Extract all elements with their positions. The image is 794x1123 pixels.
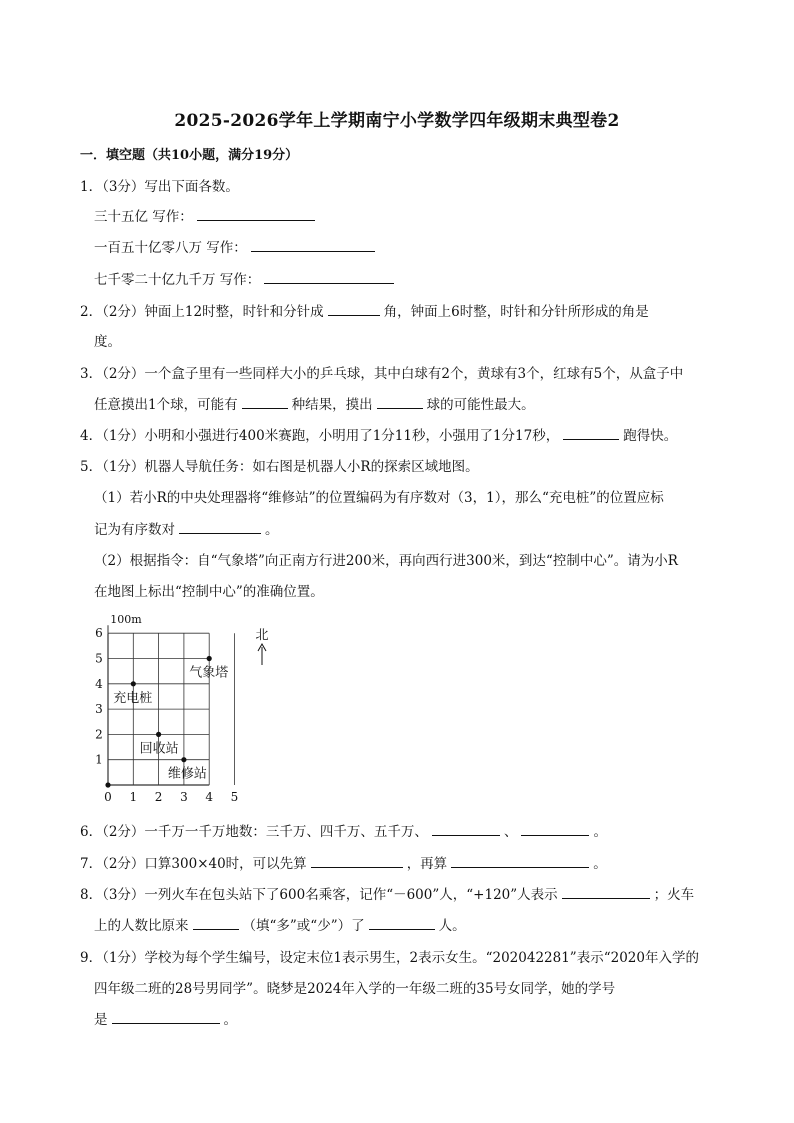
q2-line-2: 度。 (94, 334, 121, 350)
q2-text-a: 2．（2分）钟面上12时整，时针和分针成 (80, 304, 324, 320)
q1-item-2-text: 一百五十亿零八万 写作： (94, 240, 247, 256)
q4-text-a: 4．（1分）小明和小强进行400米赛跑，小明用了1分11秒，小强用了1分17秒， (80, 428, 560, 444)
navigation-map (88, 615, 288, 815)
q9-line-2: 四年级二班的28号男同学”。晓梦是2024年入学的一年级二班的35号女同学，她的学号 (94, 981, 616, 997)
section-heading: 一．填空题（共10小题，满分19分） (80, 148, 299, 163)
q8-text-b: ；火车 (653, 887, 695, 903)
q8-text-d: （填“多”或“少”）了 (242, 918, 365, 934)
x-tick-label: 4 (205, 790, 214, 804)
q5-sub2-line-1: （2）根据指令：自“气象塔”向正南方行进200米，再向西行进300米，到达“控制中心”。请为小R (94, 553, 678, 569)
q5-stem: 5．（1分）机器人导航任务：如右图是机器人小R的探索区域地图。 (80, 459, 479, 475)
map-point (131, 681, 136, 686)
x-tick-label: 0 (104, 790, 112, 804)
q7-line-1 (80, 852, 607, 872)
scale-label: 100m (110, 615, 142, 627)
answer-blank[interactable] (563, 425, 619, 440)
x-tick-label: 3 (180, 790, 188, 804)
q9-text-a: 是 (94, 1012, 108, 1028)
map-point-label: 充电桩 (113, 690, 153, 706)
answer-blank[interactable] (197, 206, 315, 221)
answer-blank[interactable] (311, 853, 403, 868)
q8-text-e: 人。 (438, 918, 466, 934)
q9-line-3 (94, 1008, 237, 1028)
q3-line-1: 3．（2分）一个盒子里有一些同样大小的乒乓球，其中白球有2个，黄球有3个，红球有5个，从盒子中 (80, 366, 684, 382)
q3-text-b: 种结果，摸出 (291, 397, 373, 413)
q1-item-1 (94, 205, 319, 225)
answer-blank[interactable] (451, 853, 589, 868)
map-point (207, 656, 212, 661)
answer-blank[interactable] (264, 269, 394, 284)
answer-blank[interactable] (112, 1009, 220, 1024)
answer-blank[interactable] (242, 394, 288, 409)
answer-blank[interactable] (562, 884, 650, 899)
q6-separator: 、 (503, 824, 518, 840)
q1-stem: 1．（3分）写出下面各数。 (80, 179, 239, 195)
map-svg (88, 615, 288, 815)
answer-blank[interactable] (432, 821, 500, 836)
q7-text-a: 7．（2分）口算300×40时，可以先算 (80, 856, 307, 872)
answer-blank[interactable] (251, 237, 375, 252)
q8-line-1 (80, 883, 694, 903)
q2-text-b: 角，钟面上6时整，时针和分针所形成的角是 (383, 304, 649, 320)
q5-sub1-text-b: 。 (265, 522, 279, 538)
q6-line-1 (80, 820, 607, 840)
north-label: 北 (255, 628, 269, 643)
q5-sub2-line-2: 在地图上标出“控制中心”的准确位置。 (94, 584, 324, 600)
map-point-label: 气象塔 (189, 665, 229, 681)
y-tick-label: 1 (95, 752, 103, 767)
q5-sub1-text-a: 记为有序数对 (94, 522, 175, 538)
y-tick-label: 3 (95, 702, 103, 717)
q3-text-c: 球的可能性最大。 (426, 397, 535, 413)
q7-text-b: ，再算 (406, 856, 448, 872)
q7-end: 。 (593, 856, 607, 872)
q9-end: 。 (223, 1012, 237, 1028)
q2-line-1 (80, 300, 649, 320)
y-tick-label: 5 (95, 651, 103, 666)
answer-blank[interactable] (193, 915, 239, 930)
page-title: 2025-2026学年上学期南宁小学数学四年级期末典型卷2 (174, 111, 620, 131)
q8-text-c: 上的人数比原来 (94, 918, 189, 934)
q3-line-2 (94, 393, 535, 413)
answer-blank[interactable] (328, 301, 380, 316)
map-point-label: 回收站 (139, 741, 179, 757)
x-tick-label: 1 (129, 790, 138, 804)
x-tick-label: 5 (230, 790, 239, 804)
q1-item-1-text: 三十五亿 写作： (94, 209, 193, 225)
y-tick-label: 6 (95, 626, 103, 641)
q1-item-3-text: 七千零二十亿九千万 写作： (94, 272, 261, 288)
answer-blank[interactable] (521, 821, 589, 836)
q1-item-2 (94, 236, 379, 256)
map-point (181, 757, 186, 762)
q6-end: 。 (593, 824, 607, 840)
q6-text-a: 6．（2分）一千万一千万地数：三千万、四千万、五千万、 (80, 824, 428, 840)
q5-sub1-line-1: （1）若小R的中央处理器将“维修站”的位置编码为有序数对（3，1），那么“充电桩”的位置应标 (94, 490, 664, 506)
answer-blank[interactable] (369, 915, 435, 930)
answer-blank[interactable] (377, 394, 423, 409)
q5-sub1-line-2 (94, 518, 279, 538)
map-point (156, 732, 161, 737)
map-point (105, 782, 110, 787)
q8-line-2 (94, 914, 466, 934)
map-point-label: 维修站 (167, 766, 207, 782)
q4-text-b: 跑得快。 (623, 428, 678, 444)
y-tick-label: 4 (95, 676, 103, 691)
answer-blank[interactable] (179, 519, 261, 534)
q4-line-1 (80, 424, 677, 444)
q3-text-a: 任意摸出1个球，可能有 (94, 397, 238, 413)
q8-text-a: 8．（3分）一列火车在包头站下了600名乘客，记作“－600”人，“+120”人表示 (80, 887, 558, 903)
q1-item-3 (94, 268, 398, 288)
y-tick-label: 2 (95, 727, 103, 742)
q9-line-1: 9．（1分）学校为每个学生编号，设定末位1表示男生，2表示女生。“202042281”表示“2020年入学的 (80, 950, 699, 966)
x-tick-label: 2 (154, 790, 163, 804)
